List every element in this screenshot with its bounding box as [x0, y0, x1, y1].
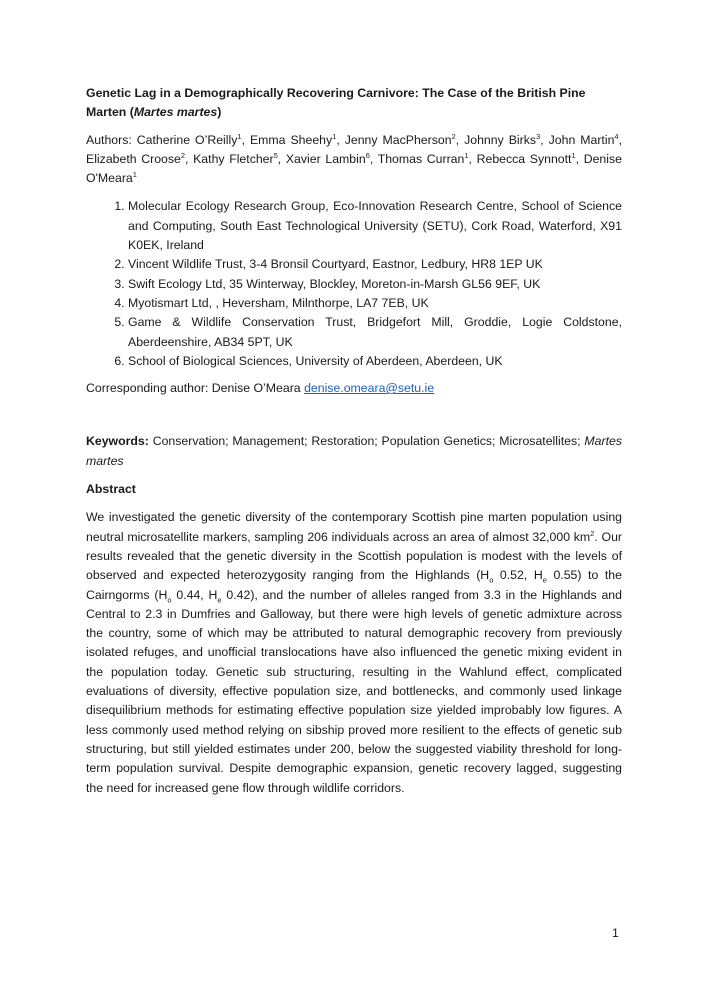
page-number: 1 — [612, 926, 619, 940]
author-affiliation-mark: 4 — [614, 131, 619, 141]
author-list — [86, 131, 622, 189]
author-name: Thomas Curran — [377, 151, 465, 166]
author-name: Jenny MacPherson — [344, 132, 452, 147]
author-affiliation-mark: 5 — [273, 150, 278, 160]
author-name: Johnny Birks — [464, 132, 537, 147]
author-affiliation-mark: 1 — [132, 170, 137, 180]
keywords-label: Keywords: — [86, 434, 149, 449]
author-affiliation-mark: 1 — [571, 150, 576, 160]
affiliation-item: 3. Swift Ecology Ltd, 35 Winterway, Blockley, Moreton-in-Marsh GL56 9EF, UK — [128, 275, 622, 294]
author-name: Kathy Fletcher — [193, 151, 274, 166]
keywords-text: Conservation; Management; Restoration; Population Genetics; Microsatellites; — [152, 434, 581, 449]
abstract-heading: Abstract — [86, 482, 136, 497]
affiliation-item: 5. Game & Wildlife Conservation Trust, Bridgefort Mill, Groddie, Logie Coldstone, Aberdeenshire, AB34 5PT, UK — [128, 313, 622, 352]
title-close: ) — [217, 105, 222, 120]
keywords — [86, 432, 622, 471]
author-name: Emma Sheehy — [249, 132, 333, 147]
corresponding-label: Corresponding author: Denise O’Meara — [86, 381, 301, 396]
author-affiliation-mark: 1 — [332, 131, 337, 141]
author-affiliation-mark: 1 — [464, 150, 469, 160]
abstract-body: We investigated the genetic diversity of the contemporary Scottish pine marten population using neutral microsatellite markers, sampling 206 individuals across an area of almost 32,000 $km^2$. Our results revealed that the genetic diversity in the Scottish population is modest with the levels of observed and expected heterozygosity ranging from the Highlands ($H_o$ 0.52, $H_e$ 0.55) to the Cairngorms ($H_o$ 0.44, $H_e$ 0.42), and the number of alleles ranged from 3.3 in the Highlands and Central to 2.3 in Dumfries and Galloway, but there were high levels of genetic admixture across the country, some of which may be attributed to natural demographic recovery from previously isolated refuges, and unofficial translocations have also influenced the genetic mixing evident in the population today. Genetic sub structuring, resulting in the Wahlund effect, complicated evaluations of diversity, effective population size, and bottlenecks, and commonly used linkage disequilibrium methods for estimating effective population size yielded improbably low figures. A less commonly used method relying on sibship proved more resilient to the effects of genetic sub structuring, but still yielded estimates under 200, below the suggested viability threshold for long-term population survival. Despite demographic expansion, genetic recovery lagged, suggesting the need for increased gene flow through wildlife corridors. — [86, 510, 622, 795]
authors-label: Authors: — [86, 132, 132, 147]
author-names: Catherine O’Reilly$^1$, Emma Sheehy$^1$, Jenny MacPherson$^2$, Johnny Birks$^3$, John Martin$^4$, Elizabeth Croose$^2$, Kathy Fletcher$^5$, Xavier Lambin$^6$, Thomas Curran$^1$, Rebecca Synnott$^1$, Denise O'Meara$^1$ — [86, 131, 623, 186]
paper-title — [86, 84, 622, 123]
author-affiliation-mark: 2 — [451, 131, 456, 141]
keywords-species: Martes martes — [86, 434, 622, 468]
author-name: Denise O'Meara — [86, 151, 622, 186]
affiliation-item: 6. School of Biological Sciences, University of Aberdeen, Aberdeen, UK — [128, 352, 622, 371]
corresponding-author — [86, 379, 622, 398]
affiliation-item: 2. Vincent Wildlife Trust, 3-4 Bronsil Courtyard, Eastnor, Ledbury, HR8 1EP UK — [128, 255, 622, 274]
title-species: Martes martes — [133, 105, 218, 120]
author-name: Xavier Lambin — [285, 151, 366, 166]
author-affiliation-mark: 6 — [365, 150, 370, 160]
title-text: Genetic Lag in a Demographically Recovering Carnivore: The Case of the British Pine Marten ( — [86, 86, 586, 120]
author-affiliation-mark: 3 — [536, 131, 541, 141]
author-affiliation-mark: 1 — [237, 131, 242, 141]
author-name: Catherine O’Reilly — [136, 132, 238, 147]
author-name: Elizabeth Croose — [86, 151, 181, 166]
affiliation-list — [86, 197, 622, 371]
author-name: John Martin — [548, 132, 615, 147]
author-name: Rebecca Synnott — [476, 151, 572, 166]
author-affiliation-mark: 2 — [180, 150, 186, 160]
corresponding-email-link[interactable]: denise.omeara@setu.ie — [304, 381, 435, 396]
paper-page — [86, 84, 622, 798]
affiliation-item: 4. Myotismart Ltd, , Heversham, Milnthorpe, LA7 7EB, UK — [128, 294, 622, 313]
affiliation-item: 1. Molecular Ecology Research Group, Eco-Innovation Research Centre, School of Science and Computing, South East Technological University (SETU), Cork Road, Waterford, X91 K0EK, Ireland — [128, 197, 622, 255]
